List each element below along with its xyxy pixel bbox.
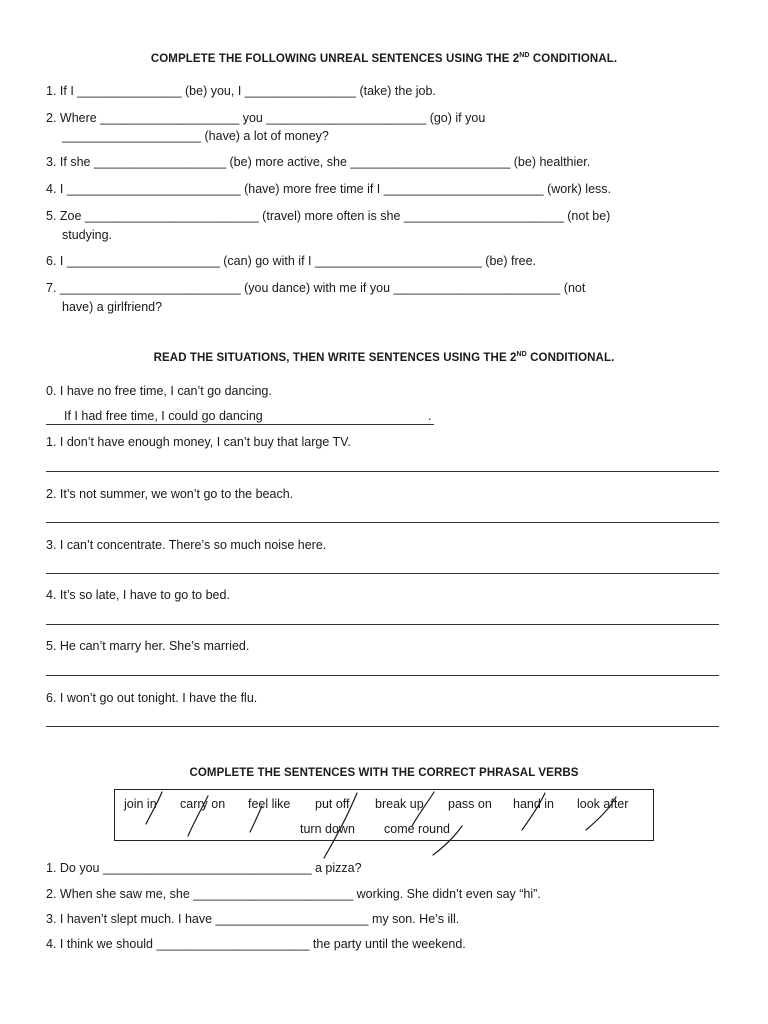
section1-heading: COMPLETE THE FOLLOWING UNREAL SENTENCES USING THE 2ND CONDITIONAL.	[150, 52, 618, 65]
section2-item-3: 3. I can’t concentrate. There’s so much noise here.	[46, 538, 327, 552]
section3-item-2: 2. When she saw me, she _______________________ working. She didn’t even say “hi”.	[46, 887, 541, 901]
answer-line-2[interactable]	[46, 522, 719, 523]
section2-item-1: 1. I don’t have enough money, I can’t buy that large TV.	[46, 435, 351, 449]
answer-line-4[interactable]	[46, 624, 719, 625]
section1-item-6: 6. I ______________________ (can) go with if I ________________________ (be) free.	[46, 254, 536, 268]
word-bank-item: hand in	[513, 797, 555, 811]
section3-item-3: 3. I haven’t slept much. I have ______________________ my son. He’s ill.	[46, 912, 460, 926]
answer-line-6[interactable]	[46, 726, 719, 727]
word-bank-item: carry on	[180, 797, 226, 811]
section2-heading: READ THE SITUATIONS, THEN WRITE SENTENCES USING THE 2ND CONDITIONAL.	[153, 351, 615, 364]
section2-item-4: 4. It’s so late, I have to go to bed.	[46, 588, 230, 602]
section1-item-2: 2. Where ____________________ you _______________________ (go) if you	[46, 111, 486, 125]
example-period: .	[428, 409, 432, 423]
section1-item-5: 5. Zoe _________________________ (travel) more often is she _______________________ (not be)	[46, 209, 611, 223]
section1-item-7-cont: have) a girlfriend?	[62, 300, 163, 314]
section1-item-5-cont: studying.	[62, 228, 113, 242]
word-bank-item: look after	[577, 797, 629, 811]
word-bank-item: join in	[124, 797, 157, 811]
word-bank-item: come round	[384, 822, 451, 836]
word-bank-item: feel like	[248, 797, 291, 811]
answer-line-1[interactable]	[46, 471, 719, 472]
example-answer: If I had free time, I could go dancing	[64, 409, 263, 423]
answer-line-5[interactable]	[46, 675, 719, 676]
section1-item-3: 3. If she ___________________ (be) more active, she _______________________ (be) healthier.	[46, 155, 591, 169]
word-bank-item: break up	[375, 797, 424, 811]
section1-item-1: 1. If I _______________ (be) you, I ________________ (take) the job.	[46, 84, 436, 98]
section2-item-5: 5. He can’t marry her. She’s married.	[46, 639, 250, 653]
section2-item-6: 6. I won’t go out tonight. I have the flu.	[46, 691, 258, 705]
section3-heading: COMPLETE THE SENTENCES WITH THE CORRECT PHRASAL VERBS	[189, 767, 579, 779]
example-prompt: 0. I have no free time, I can’t go dancing.	[46, 384, 272, 398]
section1-item-2-cont: ____________________ (have) a lot of money?	[62, 129, 329, 143]
word-bank-item: turn down	[300, 822, 355, 836]
example-answer-line	[46, 408, 434, 425]
section2-item-2: 2. It’s not summer, we won’t go to the beach.	[46, 487, 294, 501]
word-bank-item: put off	[315, 797, 350, 811]
section3-item-1: 1. Do you ______________________________ a pizza?	[46, 861, 362, 875]
section1-item-7: 7. __________________________ (you dance) with me if you ________________________ (not	[46, 281, 586, 295]
answer-line-3[interactable]	[46, 573, 719, 574]
section3-item-4: 4. I think we should ______________________ the party until the weekend.	[46, 937, 466, 951]
section1-item-4: 4. I _________________________ (have) more free time if I _______________________ (work) less.	[46, 182, 611, 196]
word-bank-item: pass on	[448, 797, 492, 811]
